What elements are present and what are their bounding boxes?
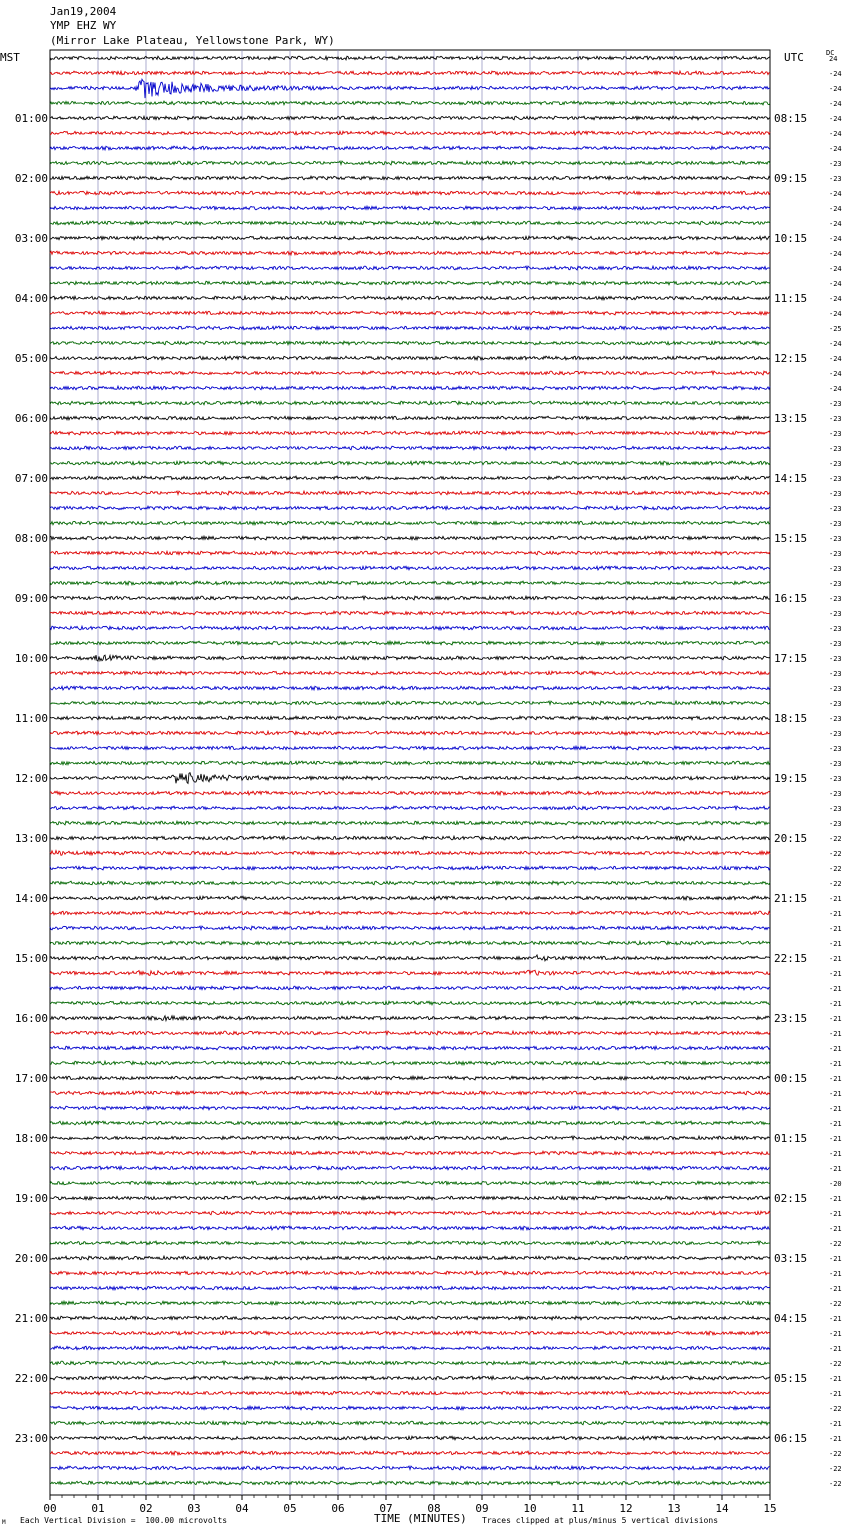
dc-offset-label: -23 bbox=[829, 760, 842, 768]
seismic-trace bbox=[50, 1076, 770, 1080]
seismic-trace bbox=[50, 1256, 770, 1260]
dc-offset-label: -21 bbox=[829, 1120, 842, 1128]
utc-hour-label: 12:15 bbox=[774, 352, 808, 365]
seismic-trace bbox=[50, 116, 770, 120]
dc-offset-label: -21 bbox=[829, 1255, 842, 1263]
utc-hour-label: 17:15 bbox=[774, 652, 808, 665]
left-axis-title: MST bbox=[0, 51, 20, 64]
seismic-trace bbox=[50, 911, 770, 915]
dc-offset-label: -24 bbox=[829, 310, 842, 318]
utc-hour-label: 08:15 bbox=[774, 112, 808, 125]
dc-offset-label: -21 bbox=[829, 1150, 842, 1158]
dc-offset-label: -24 bbox=[829, 235, 842, 243]
x-tick-label: 12 bbox=[619, 1502, 633, 1515]
dc-offset-label: -24 bbox=[829, 340, 842, 348]
utc-hour-label: 15:15 bbox=[774, 532, 808, 545]
dc-offset-label: -23 bbox=[829, 820, 842, 828]
seismic-trace bbox=[50, 1466, 770, 1470]
dc-offset-label: -24 bbox=[829, 385, 842, 393]
x-tick-label: 08 bbox=[427, 1502, 441, 1515]
dc-offset-label: -21 bbox=[829, 1000, 842, 1008]
dc-offset-label: -24 bbox=[829, 220, 842, 228]
mst-hour-label: 16:00 bbox=[14, 1012, 48, 1025]
dc-offset-label: -24 bbox=[829, 100, 842, 108]
dc-offset-label: -21 bbox=[829, 1060, 842, 1068]
seismic-trace bbox=[50, 955, 770, 961]
seismic-trace bbox=[50, 281, 770, 285]
dc-offset-label: -21 bbox=[829, 1135, 842, 1143]
seismic-trace bbox=[50, 1121, 770, 1125]
utc-hour-label: 09:15 bbox=[774, 172, 808, 185]
seismic-trace bbox=[50, 146, 770, 150]
dc-offset-label: -21 bbox=[829, 1390, 842, 1398]
chart-title-date: Jan19,2004 bbox=[50, 5, 117, 18]
dc-offset-label: -23 bbox=[829, 715, 842, 723]
seismic-trace bbox=[50, 970, 770, 975]
right-axis-title: UTC bbox=[784, 51, 804, 64]
dc-offset-label: -21 bbox=[829, 985, 842, 993]
mst-hour-label: 04:00 bbox=[14, 292, 48, 305]
seismic-trace bbox=[50, 806, 770, 810]
seismic-trace bbox=[50, 941, 770, 945]
seismic-trace bbox=[50, 686, 770, 690]
seismic-trace bbox=[50, 371, 770, 375]
seismic-trace bbox=[50, 1241, 770, 1245]
mst-hour-label: 22:00 bbox=[14, 1372, 48, 1385]
seismic-trace bbox=[50, 1166, 770, 1170]
dc-offset-label: -22 bbox=[829, 850, 842, 858]
seismic-trace bbox=[50, 191, 770, 195]
dc-axis-title: DC bbox=[826, 49, 835, 57]
x-tick-label: 04 bbox=[235, 1502, 249, 1515]
seismic-trace bbox=[50, 881, 770, 885]
seismic-trace bbox=[50, 386, 770, 390]
seismic-trace bbox=[50, 1151, 770, 1155]
dc-offset-label: -21 bbox=[829, 1285, 842, 1293]
x-axis-label: TIME (MINUTES) bbox=[374, 1512, 467, 1525]
clip-note: Traces clipped at plus/minus 5 vertical divisions bbox=[482, 1516, 719, 1525]
dc-offset-label: -21 bbox=[829, 1015, 842, 1023]
mst-hour-label: 14:00 bbox=[14, 892, 48, 905]
mst-hour-label: 09:00 bbox=[14, 592, 48, 605]
dc-offset-label: -23 bbox=[829, 565, 842, 573]
dc-offset-label: -21 bbox=[829, 1330, 842, 1338]
dc-offset-label: -23 bbox=[829, 700, 842, 708]
seismic-trace bbox=[50, 401, 770, 405]
dc-offset-label: -23 bbox=[829, 505, 842, 513]
seismic-trace bbox=[50, 986, 770, 990]
seismic-trace bbox=[50, 1436, 770, 1440]
seismic-trace bbox=[50, 296, 770, 300]
utc-hour-label: 16:15 bbox=[774, 592, 808, 605]
mst-hour-label: 02:00 bbox=[14, 172, 48, 185]
seismic-trace bbox=[50, 221, 770, 225]
seismic-trace bbox=[50, 311, 770, 315]
x-tick-label: 01 bbox=[91, 1502, 105, 1515]
dc-offset-label: -23 bbox=[829, 670, 842, 678]
seismic-trace bbox=[50, 521, 770, 525]
dc-offset-label: -21 bbox=[829, 1345, 842, 1353]
dc-offset-label: -21 bbox=[829, 895, 842, 903]
dc-offset-label: -21 bbox=[829, 940, 842, 948]
mst-hour-label: 03:00 bbox=[14, 232, 48, 245]
dc-offset-label: -21 bbox=[829, 925, 842, 933]
seismic-trace bbox=[50, 791, 770, 795]
dc-offset-label: -24 bbox=[829, 115, 842, 123]
dc-offset-label: -21 bbox=[829, 970, 842, 978]
dc-offset-label: -23 bbox=[829, 175, 842, 183]
seismic-trace bbox=[50, 611, 770, 615]
utc-hour-label: 06:15 bbox=[774, 1432, 808, 1445]
utc-hour-label: 01:15 bbox=[774, 1132, 808, 1145]
dc-offset-label: -23 bbox=[829, 430, 842, 438]
dc-offset-label: -21 bbox=[829, 1375, 842, 1383]
seismic-trace bbox=[50, 1211, 770, 1215]
dc-offset-label: -23 bbox=[829, 685, 842, 693]
location-label: (Mirror Lake Plateau, Yellowstone Park, WY) bbox=[50, 34, 335, 47]
x-tick-label: 06 bbox=[331, 1502, 345, 1515]
seismic-trace bbox=[50, 655, 770, 661]
dc-offset-label: -21 bbox=[829, 1030, 842, 1038]
dc-offset-label: -22 bbox=[829, 1240, 842, 1248]
dc-offset-label: -24 bbox=[829, 370, 842, 378]
dc-offset-label: -22 bbox=[829, 1300, 842, 1308]
seismic-trace bbox=[50, 236, 770, 240]
mst-hour-label: 13:00 bbox=[14, 832, 48, 845]
x-tick-label: 13 bbox=[667, 1502, 681, 1515]
seismic-trace bbox=[50, 773, 770, 784]
dc-offset-label: -23 bbox=[829, 400, 842, 408]
seismic-trace bbox=[50, 731, 770, 735]
dc-offset-label: -22 bbox=[829, 835, 842, 843]
dc-offset-label: -24 bbox=[829, 205, 842, 213]
utc-hour-label: 05:15 bbox=[774, 1372, 808, 1385]
seismic-trace bbox=[50, 206, 770, 210]
dc-offset-label: -23 bbox=[829, 490, 842, 498]
seismic-trace bbox=[50, 1226, 770, 1230]
utc-hour-label: 04:15 bbox=[774, 1312, 808, 1325]
dc-offset-label: -21 bbox=[829, 1225, 842, 1233]
seismic-trace bbox=[50, 596, 770, 600]
seismic-trace bbox=[50, 1271, 770, 1275]
seismic-trace bbox=[50, 1031, 770, 1035]
dc-offset-label: -22 bbox=[829, 880, 842, 888]
seismic-trace bbox=[50, 1136, 770, 1140]
utc-hour-label: 21:15 bbox=[774, 892, 808, 905]
seismic-trace bbox=[50, 821, 770, 825]
seismic-trace bbox=[50, 1001, 770, 1005]
utc-hour-label: 10:15 bbox=[774, 232, 808, 245]
dc-offset-label: -25 bbox=[829, 325, 842, 333]
seismic-trace bbox=[50, 1421, 770, 1425]
dc-offset-label: -22 bbox=[829, 1450, 842, 1458]
seismic-trace bbox=[50, 896, 770, 900]
seismic-trace bbox=[50, 161, 770, 165]
seismic-trace bbox=[50, 79, 770, 98]
x-tick-label: 00 bbox=[43, 1502, 57, 1515]
dc-offset-label: -23 bbox=[829, 520, 842, 528]
seismic-trace bbox=[50, 1481, 770, 1485]
dc-offset-label: -23 bbox=[829, 445, 842, 453]
seismic-trace bbox=[50, 716, 770, 720]
seismic-trace bbox=[50, 1451, 770, 1455]
seismic-trace bbox=[50, 1346, 770, 1350]
dc-offset-label: -21 bbox=[829, 1090, 842, 1098]
dc-offset-label: -23 bbox=[829, 460, 842, 468]
utc-hour-label: 11:15 bbox=[774, 292, 808, 305]
mst-hour-label: 18:00 bbox=[14, 1132, 48, 1145]
dc-offset-label: -24 bbox=[829, 145, 842, 153]
dc-offset-label: -23 bbox=[829, 550, 842, 558]
dc-offset-label: -23 bbox=[829, 730, 842, 738]
dc-offset-label: -23 bbox=[829, 415, 842, 423]
seismic-trace bbox=[50, 836, 770, 840]
dc-offset-label: -24 bbox=[829, 295, 842, 303]
dc-offset-label: -22 bbox=[829, 1465, 842, 1473]
x-tick-label: 07 bbox=[379, 1502, 393, 1515]
mst-hour-label: 15:00 bbox=[14, 952, 48, 965]
seismic-trace bbox=[50, 446, 770, 450]
seismic-trace bbox=[50, 56, 770, 60]
seismic-trace bbox=[50, 476, 770, 480]
dc-offset-label: -21 bbox=[829, 1075, 842, 1083]
seismic-trace bbox=[50, 431, 770, 435]
mst-hour-label: 11:00 bbox=[14, 712, 48, 725]
dc-offset-label: -21 bbox=[829, 1315, 842, 1323]
seismic-trace bbox=[50, 356, 770, 360]
dc-offset-label: -24 bbox=[829, 190, 842, 198]
dc-offset-label: -21 bbox=[829, 955, 842, 963]
dc-offset-label: -23 bbox=[829, 775, 842, 783]
seismic-trace bbox=[50, 926, 770, 930]
dc-offset-label: -23 bbox=[829, 580, 842, 588]
mst-hour-label: 07:00 bbox=[14, 472, 48, 485]
seismic-trace bbox=[50, 761, 770, 765]
dc-offset-label: -23 bbox=[829, 625, 842, 633]
utc-hour-label: 02:15 bbox=[774, 1192, 808, 1205]
mst-hour-label: 08:00 bbox=[14, 532, 48, 545]
seismic-trace bbox=[50, 176, 770, 180]
seismic-trace bbox=[50, 701, 770, 705]
seismic-trace bbox=[50, 1286, 770, 1290]
seismic-trace bbox=[50, 866, 770, 870]
seismic-trace bbox=[50, 1016, 770, 1021]
utc-hour-label: 13:15 bbox=[774, 412, 808, 425]
dc-offset-label: -24 bbox=[829, 280, 842, 288]
x-tick-label: 05 bbox=[283, 1502, 297, 1515]
seismic-trace bbox=[50, 101, 770, 105]
seismic-trace bbox=[50, 326, 770, 330]
seismic-trace bbox=[50, 1301, 770, 1305]
mst-hour-label: 06:00 bbox=[14, 412, 48, 425]
seismic-trace bbox=[50, 1046, 770, 1050]
utc-hour-label: 03:15 bbox=[774, 1252, 808, 1265]
dc-offset-label: -23 bbox=[829, 595, 842, 603]
dc-offset-label: -21 bbox=[829, 1435, 842, 1443]
x-tick-label: 02 bbox=[139, 1502, 153, 1515]
seismic-trace bbox=[50, 506, 770, 510]
dc-offset-label: -21 bbox=[829, 1270, 842, 1278]
dc-offset-label: -20 bbox=[829, 1180, 842, 1188]
seismic-trace bbox=[50, 1181, 770, 1185]
dc-offset-label: -24 bbox=[829, 265, 842, 273]
seismic-trace bbox=[50, 1316, 770, 1320]
dc-offset-label: 24 bbox=[829, 55, 838, 63]
x-tick-label: 11 bbox=[571, 1502, 585, 1515]
dc-offset-label: -24 bbox=[829, 355, 842, 363]
seismic-trace bbox=[50, 491, 770, 495]
mst-hour-label: 19:00 bbox=[14, 1192, 48, 1205]
mst-hour-label: 23:00 bbox=[14, 1432, 48, 1445]
labels bbox=[15, 55, 842, 1515]
seismic-trace bbox=[50, 1331, 770, 1335]
utc-hour-label: 14:15 bbox=[774, 472, 808, 485]
dc-offset-label: -21 bbox=[829, 1105, 842, 1113]
dc-offset-label: -23 bbox=[829, 790, 842, 798]
dc-offset-label: -21 bbox=[829, 1195, 842, 1203]
dc-offset-label: -21 bbox=[829, 1165, 842, 1173]
utc-hour-label: 20:15 bbox=[774, 832, 808, 845]
seismic-trace bbox=[50, 671, 770, 675]
dc-offset-label: -21 bbox=[829, 910, 842, 918]
dc-offset-label: -22 bbox=[829, 1405, 842, 1413]
dc-offset-label: -24 bbox=[829, 85, 842, 93]
seismic-trace bbox=[50, 461, 770, 465]
dc-offset-label: -23 bbox=[829, 610, 842, 618]
seismic-trace bbox=[50, 1361, 770, 1365]
x-tick-label: 03 bbox=[187, 1502, 201, 1515]
dc-offset-label: -21 bbox=[829, 1420, 842, 1428]
seismic-trace bbox=[50, 1091, 770, 1095]
utc-hour-label: 22:15 bbox=[774, 952, 808, 965]
seismic-trace bbox=[50, 746, 770, 750]
dc-offset-label: -23 bbox=[829, 640, 842, 648]
dc-offset-label: -23 bbox=[829, 805, 842, 813]
station-label: YMP EHZ WY bbox=[50, 19, 117, 32]
scale-note: Each Vertical Division = 100.00 microvolts bbox=[20, 1516, 228, 1525]
seismic-trace bbox=[50, 1106, 770, 1110]
mst-hour-label: 12:00 bbox=[14, 772, 48, 785]
corner-mark: M bbox=[2, 1519, 6, 1526]
mst-hour-label: 10:00 bbox=[14, 652, 48, 665]
dc-offset-label: -21 bbox=[829, 1045, 842, 1053]
seismic-trace bbox=[50, 1391, 770, 1395]
seismic-trace bbox=[50, 266, 770, 270]
dc-offset-label: -23 bbox=[829, 535, 842, 543]
mst-hour-label: 01:00 bbox=[14, 112, 48, 125]
seismic-trace bbox=[50, 416, 770, 420]
utc-hour-label: 00:15 bbox=[774, 1072, 808, 1085]
seismic-trace bbox=[50, 1406, 770, 1410]
seismic-trace bbox=[50, 566, 770, 570]
seismic-trace bbox=[50, 641, 770, 645]
dc-offset-label: -24 bbox=[829, 70, 842, 78]
x-tick-label: 10 bbox=[523, 1502, 537, 1515]
dc-offset-label: -23 bbox=[829, 160, 842, 168]
mst-hour-label: 05:00 bbox=[14, 352, 48, 365]
utc-hour-label: 23:15 bbox=[774, 1012, 808, 1025]
seismic-trace bbox=[50, 626, 770, 630]
seismic-trace bbox=[50, 1376, 770, 1380]
mst-hour-label: 21:00 bbox=[14, 1312, 48, 1325]
dc-offset-label: -23 bbox=[829, 475, 842, 483]
seismic-trace bbox=[50, 581, 770, 585]
seismic-trace bbox=[50, 536, 770, 540]
seismic-trace bbox=[50, 71, 770, 75]
dc-offset-label: -24 bbox=[829, 130, 842, 138]
seismic-trace bbox=[50, 1196, 770, 1200]
x-tick-label: 14 bbox=[715, 1502, 729, 1515]
dc-offset-label: -22 bbox=[829, 865, 842, 873]
dc-offset-label: -23 bbox=[829, 745, 842, 753]
traces bbox=[50, 56, 770, 1485]
dc-offset-label: -22 bbox=[829, 1360, 842, 1368]
seismic-trace bbox=[50, 851, 770, 856]
dc-offset-label: -22 bbox=[829, 1480, 842, 1488]
utc-hour-label: 18:15 bbox=[774, 712, 808, 725]
seismic-trace bbox=[50, 551, 770, 555]
mst-hour-label: 17:00 bbox=[14, 1072, 48, 1085]
seismic-trace bbox=[50, 1061, 770, 1065]
x-tick-label: 15 bbox=[763, 1502, 777, 1515]
utc-hour-label: 19:15 bbox=[774, 772, 808, 785]
x-tick-label: 09 bbox=[475, 1502, 489, 1515]
seismic-trace bbox=[50, 341, 770, 345]
dc-offset-label: -21 bbox=[829, 1210, 842, 1218]
dc-offset-label: -23 bbox=[829, 655, 842, 663]
seismic-trace bbox=[50, 131, 770, 135]
mst-hour-label: 20:00 bbox=[14, 1252, 48, 1265]
seismic-trace bbox=[50, 251, 770, 255]
dc-offset-label: -24 bbox=[829, 250, 842, 258]
